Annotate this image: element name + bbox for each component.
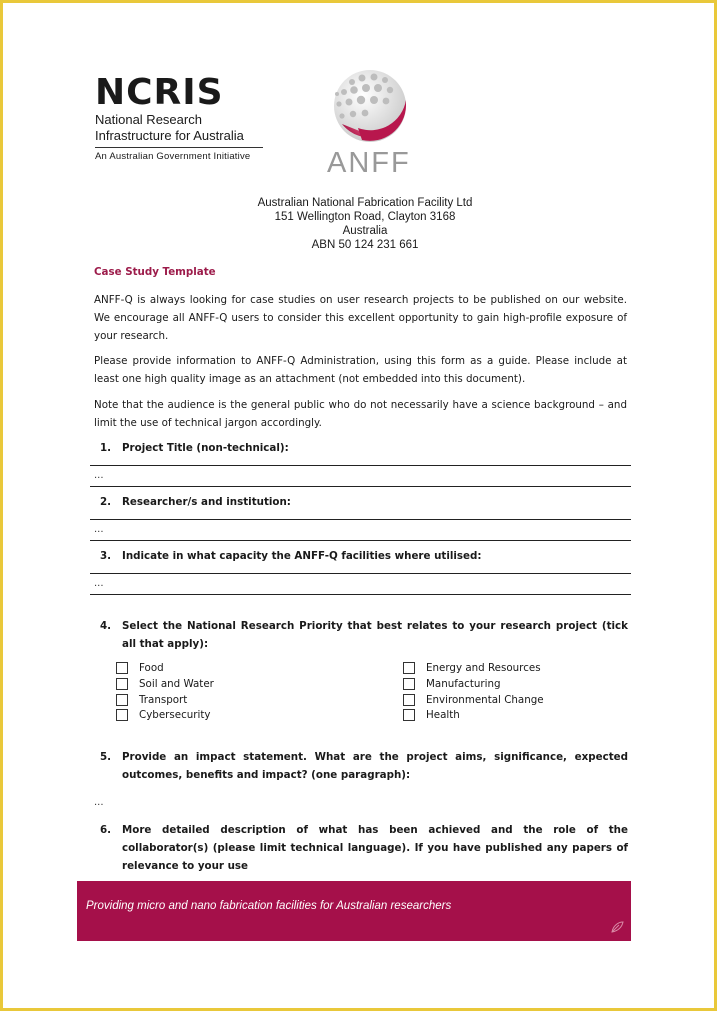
ncris-divider [95, 147, 263, 148]
checkbox-label: Environmental Change [426, 694, 544, 706]
checkbox[interactable] [403, 678, 415, 690]
question-text: Provide an impact statement. What are the project aims, significance, expected outcomes, benefits and impact? (one paragraph): [122, 751, 628, 781]
question-4 [100, 617, 628, 653]
question-text: Researcher/s and institution: [122, 496, 291, 508]
checkbox-label: Transport [139, 694, 188, 706]
ncris-tagline: An Australian Government Initiative [95, 151, 251, 162]
priority-option-health[interactable] [403, 709, 460, 721]
question-text: Select the National Research Priority that best relates to your research project (tick all that apply): [122, 620, 628, 650]
address-company: Australian National Fabrication Facility Ltd [257, 197, 473, 209]
divider-line [90, 594, 631, 595]
footer-banner [77, 881, 631, 941]
intro-paragraph: ANFF-Q is always looking for case studies on user research projects to be published on our website. We encourage all ANFF-Q users to consider this excellent opportunity to gain high-profile exposure of your research. [94, 294, 627, 342]
checkbox-label: Food [139, 662, 164, 674]
question-5 [100, 748, 628, 784]
checkbox[interactable] [116, 662, 128, 674]
priority-option-transport[interactable] [116, 694, 187, 706]
question-3 [100, 547, 628, 565]
priority-option-cybersecurity[interactable] [116, 709, 211, 721]
question-number: 3. [100, 550, 112, 562]
ncris-subtitle-line1: National Research [95, 112, 202, 127]
question-text: Indicate in what capacity the ANFF-Q facilities where utilised: [122, 550, 482, 562]
question-text: More detailed description of what has been achieved and the role of the collaborator(s) (please limit technical language). If you have published any papers of relevance to your use [122, 824, 628, 872]
ncris-logo [95, 72, 263, 162]
answer-field-1[interactable]: ... [94, 470, 104, 481]
question-6 [100, 821, 628, 875]
checkbox-label: Health [426, 709, 460, 721]
checkbox[interactable] [403, 662, 415, 674]
priority-option-manufacturing[interactable] [403, 678, 501, 690]
checkbox-label: Cybersecurity [139, 709, 211, 721]
checkbox[interactable] [116, 694, 128, 706]
divider-line [90, 540, 631, 541]
question-text: Project Title (non-technical): [122, 442, 289, 454]
ncris-subtitle-line2: Infrastructure for Australia [95, 128, 244, 143]
divider-line [90, 465, 631, 466]
divider-line [90, 519, 631, 520]
answer-field-3[interactable]: ... [94, 578, 104, 589]
answer-field-2[interactable]: ... [94, 524, 104, 535]
question-number: 5. [100, 751, 112, 763]
address-country: Australia [342, 225, 388, 237]
question-number: 2. [100, 496, 112, 508]
address-street: 151 Wellington Road, Clayton 3168 [274, 211, 456, 223]
question-number: 1. [100, 442, 112, 454]
checkbox-label: Energy and Resources [426, 662, 541, 674]
document-title: Case Study Template [94, 266, 216, 278]
question-1 [100, 439, 628, 457]
checkbox-label: Manufacturing [426, 678, 501, 690]
priority-option-energy-resources[interactable] [403, 662, 541, 674]
question-number: 6. [100, 824, 112, 836]
footer-tagline: Providing micro and nano fabrication facilities for Australian researchers [86, 900, 452, 912]
address-block [200, 196, 530, 252]
divider-line [90, 486, 631, 487]
priority-option-environmental-change[interactable] [403, 694, 544, 706]
leaf-icon [609, 919, 625, 935]
checkbox[interactable] [403, 709, 415, 721]
audience-note-paragraph: Note that the audience is the general public who do not necessarily have a science background – and limit the use of technical jargon accordingly. [94, 399, 627, 429]
ncris-wordmark: NCRIS [95, 72, 224, 113]
checkbox-label: Soil and Water [139, 678, 214, 690]
checkbox[interactable] [403, 694, 415, 706]
anff-wordmark: ANFF [327, 147, 411, 179]
question-number: 4. [100, 620, 112, 632]
address-abn: ABN 50 124 231 661 [311, 239, 419, 251]
checkbox[interactable] [116, 709, 128, 721]
answer-field-5[interactable]: ... [94, 797, 104, 808]
question-2 [100, 493, 628, 511]
checkbox[interactable] [116, 678, 128, 690]
divider-line [90, 573, 631, 574]
instructions-paragraph: Please provide information to ANFF-Q Administration, using this form as a guide. Please include at least one high quality image as an attachment (not embedded into this document). [94, 355, 627, 385]
priority-option-soil-water[interactable] [116, 678, 214, 690]
priority-option-food[interactable] [116, 662, 164, 674]
